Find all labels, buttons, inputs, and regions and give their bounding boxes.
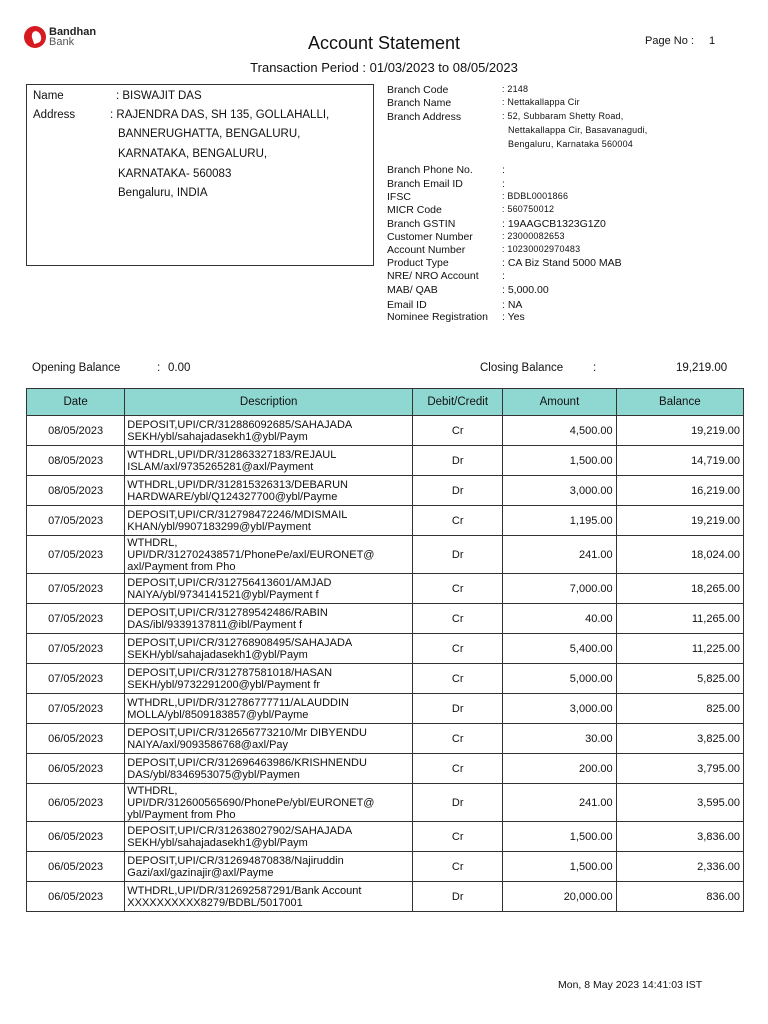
col-header-date: Date xyxy=(27,389,125,416)
branch-value: : CA Biz Stand 5000 MAB xyxy=(502,257,622,269)
branch-value: Nettakallappa Cir, Basavanagudi, xyxy=(508,125,648,135)
txn-description xyxy=(125,604,413,634)
branch-label: Account Number xyxy=(387,244,466,256)
txn-amount: 241.00 xyxy=(503,536,616,574)
table-row xyxy=(27,476,744,506)
txn-description-line: SEKH/ybl/9732291200@ybl/Payment fr xyxy=(127,678,321,691)
opening-balance-value: 0.00 xyxy=(168,362,191,374)
closing-balance-value: 19,219.00 xyxy=(676,362,728,374)
txn-date: 07/05/2023 xyxy=(27,536,125,574)
txn-description xyxy=(125,754,413,784)
branch-label: Nominee Registration xyxy=(387,311,488,323)
txn-debit-credit: Dr xyxy=(413,694,503,724)
txn-balance: 19,219.00 xyxy=(616,506,743,536)
txn-description-line: SEKH/ybl/sahajadasekh1@ybl/Paym xyxy=(127,648,308,661)
transactions-table xyxy=(26,388,744,912)
branch-value: : xyxy=(502,178,505,190)
txn-description-line: DEPOSIT,UPI/CR/312886092685/SAHAJADA xyxy=(127,418,353,431)
closing-balance-label: Closing Balance xyxy=(480,362,564,374)
table-row xyxy=(27,634,744,664)
address-line: Bengaluru, INDIA xyxy=(118,187,208,199)
page-number xyxy=(645,35,716,47)
txn-description xyxy=(125,784,413,822)
txn-date: 06/05/2023 xyxy=(27,882,125,912)
txn-description-line: DEPOSIT,UPI/CR/312694870838/Najiruddin xyxy=(127,854,344,867)
txn-description-line: DAS/ibl/9339137811@ibl/Payment f xyxy=(127,618,303,631)
txn-balance: 19,219.00 xyxy=(616,416,743,446)
txn-date: 08/05/2023 xyxy=(27,476,125,506)
table-row xyxy=(27,574,744,604)
txn-date: 06/05/2023 xyxy=(27,852,125,882)
table-row xyxy=(27,852,744,882)
txn-balance: 825.00 xyxy=(616,694,743,724)
txn-amount: 1,500.00 xyxy=(503,446,616,476)
generated-timestamp: Mon, 8 May 2023 14:41:03 IST xyxy=(558,979,703,991)
branch-label: Branch Address xyxy=(387,111,462,123)
txn-date: 06/05/2023 xyxy=(27,784,125,822)
txn-debit-credit: Dr xyxy=(413,476,503,506)
txn-amount: 20,000.00 xyxy=(503,882,616,912)
txn-description-line: WTHDRL,UPI/DR/312692587291/Bank Account xyxy=(127,884,362,897)
txn-balance: 18,265.00 xyxy=(616,574,743,604)
closing-balance-colon: : xyxy=(593,362,597,374)
address-line: : RAJENDRA DAS, SH 135, GOLLAHALLI, xyxy=(110,109,330,121)
branch-value: : 10230002970483 xyxy=(502,244,581,254)
txn-description xyxy=(125,536,413,574)
table-body xyxy=(27,416,744,912)
txn-description-line: WTHDRL,UPI/DR/312786777711/ALAUDDIN xyxy=(127,696,349,709)
customer-info-box xyxy=(26,84,374,266)
branch-label: Product Type xyxy=(387,257,449,269)
branch-label: MICR Code xyxy=(387,204,442,216)
txn-description xyxy=(125,506,413,536)
txn-description-line: MOLLA/ybl/8509183857@ybl/Payme xyxy=(127,708,309,721)
txn-balance: 3,836.00 xyxy=(616,822,743,852)
branch-value: : 52, Subbaram Shetty Road, xyxy=(502,111,624,121)
branch-label: Branch Phone No. xyxy=(387,164,473,176)
txn-debit-credit: Cr xyxy=(413,822,503,852)
txn-date: 07/05/2023 xyxy=(27,664,125,694)
txn-description-line: NAIYA/ybl/9734141521@ybl/Payment f xyxy=(127,588,319,601)
branch-label: Branch GSTIN xyxy=(387,218,456,230)
name-label: Name xyxy=(33,90,64,102)
transaction-period: Transaction Period : 01/03/2023 to 08/05/2023 xyxy=(250,60,518,75)
branch-value: : NA xyxy=(502,299,523,311)
logo-line1: Bandhan xyxy=(49,26,97,38)
txn-description-line: DEPOSIT,UPI/CR/312756413601/AMJAD xyxy=(127,576,332,589)
txn-amount: 7,000.00 xyxy=(503,574,616,604)
address-label: Address xyxy=(33,109,76,121)
branch-value: : 5,000.00 xyxy=(502,284,549,296)
txn-balance: 3,825.00 xyxy=(616,724,743,754)
txn-amount: 1,195.00 xyxy=(503,506,616,536)
txn-description xyxy=(125,852,413,882)
txn-balance: 11,225.00 xyxy=(616,634,743,664)
txn-date: 07/05/2023 xyxy=(27,604,125,634)
txn-date: 06/05/2023 xyxy=(27,754,125,784)
txn-description-line: DEPOSIT,UPI/CR/312656773210/Mr DIBYENDU xyxy=(127,726,367,739)
txn-amount: 40.00 xyxy=(503,604,616,634)
col-header-balance: Balance xyxy=(616,389,743,416)
txn-description xyxy=(125,724,413,754)
txn-amount: 1,500.00 xyxy=(503,852,616,882)
txn-date: 08/05/2023 xyxy=(27,446,125,476)
txn-description-line: SEKH/ybl/sahajadasekh1@ybl/Paym xyxy=(127,836,308,849)
customer-address-row xyxy=(33,109,75,121)
branch-value: : 23000082653 xyxy=(502,231,565,241)
table-row xyxy=(27,724,744,754)
txn-description-line: axl/Payment from Pho xyxy=(127,560,236,573)
txn-description-line: KHAN/ybl/9907183299@ybl/Payment xyxy=(127,520,311,533)
customer-name-row xyxy=(33,90,202,102)
page-number-value: 1 xyxy=(709,35,716,47)
table-row xyxy=(27,506,744,536)
txn-description-line: DEPOSIT,UPI/CR/312787581018/HASAN xyxy=(127,666,333,679)
txn-description-line: SEKH/ybl/sahajadasekh1@ybl/Paym xyxy=(127,430,308,443)
branch-value: : BDBL0001866 xyxy=(502,191,569,201)
txn-description-line: Gazi/axl/gazinajir@axl/Payme xyxy=(127,866,274,879)
txn-debit-credit: Cr xyxy=(413,852,503,882)
table-row xyxy=(27,694,744,724)
txn-amount: 5,000.00 xyxy=(503,664,616,694)
txn-balance: 3,595.00 xyxy=(616,784,743,822)
txn-debit-credit: Cr xyxy=(413,416,503,446)
txn-balance: 5,825.00 xyxy=(616,664,743,694)
branch-label: NRE/ NRO Account xyxy=(387,270,479,282)
txn-description xyxy=(125,416,413,446)
branch-value: : xyxy=(502,164,505,176)
col-header-debit-credit: Debit/Credit xyxy=(413,389,503,416)
address-line: KARNATAKA, BENGALURU, xyxy=(118,148,268,160)
address-line: BANNERUGHATTA, BENGALURU, xyxy=(118,128,301,140)
table-header-row xyxy=(27,389,744,416)
txn-description xyxy=(125,574,413,604)
txn-description xyxy=(125,446,413,476)
txn-description xyxy=(125,882,413,912)
table-row xyxy=(27,882,744,912)
txn-date: 07/05/2023 xyxy=(27,694,125,724)
txn-debit-credit: Dr xyxy=(413,446,503,476)
branch-value: : 19AAGCB1323G1Z0 xyxy=(502,218,606,230)
txn-debit-credit: Cr xyxy=(413,754,503,784)
txn-description-line: ISLAM/axl/9735265281@axl/Payment xyxy=(127,460,314,473)
col-header-description: Description xyxy=(125,389,413,416)
txn-description-line: XXXXXXXXXX8279/BDBL/5017001 xyxy=(127,896,303,909)
opening-balance-colon: : xyxy=(157,362,161,374)
txn-balance: 16,219.00 xyxy=(616,476,743,506)
txn-debit-credit: Cr xyxy=(413,604,503,634)
branch-value: : Yes xyxy=(502,311,525,323)
txn-date: 07/05/2023 xyxy=(27,506,125,536)
txn-description-line: UPI/DR/312702438571/PhonePe/axl/EURONET@ xyxy=(127,548,375,561)
txn-description xyxy=(125,634,413,664)
name-value: : BISWAJIT DAS xyxy=(116,90,202,102)
table-row xyxy=(27,604,744,634)
txn-description-line: ybl/Payment from Pho xyxy=(127,808,236,821)
txn-date: 06/05/2023 xyxy=(27,822,125,852)
branch-label: Branch Code xyxy=(387,84,449,96)
txn-description-line: DEPOSIT,UPI/CR/312638027902/SAHAJADA xyxy=(127,824,353,837)
txn-debit-credit: Cr xyxy=(413,634,503,664)
txn-balance: 18,024.00 xyxy=(616,536,743,574)
txn-description xyxy=(125,822,413,852)
txn-description-line: DEPOSIT,UPI/CR/312696463986/KRISHNENDU xyxy=(127,756,367,769)
txn-amount: 3,000.00 xyxy=(503,694,616,724)
logo-line2: Bank xyxy=(49,36,75,48)
txn-description xyxy=(125,664,413,694)
txn-description-line: UPI/DR/312600565690/PhonePe/ybl/EURONET@ xyxy=(127,796,375,809)
txn-description-line: DEPOSIT,UPI/CR/312768908495/SAHAJADA xyxy=(127,636,353,649)
txn-amount: 1,500.00 xyxy=(503,822,616,852)
col-header-amount: Amount xyxy=(503,389,616,416)
txn-description-line: HARDWARE/ybl/Q124327700@ybl/Payme xyxy=(127,490,338,503)
table-row xyxy=(27,784,744,822)
page-title: Account Statement xyxy=(307,33,461,53)
txn-debit-credit: Dr xyxy=(413,882,503,912)
branch-value: : Nettakallappa Cir xyxy=(502,97,580,107)
txn-debit-credit: Cr xyxy=(413,664,503,694)
branch-label: Branch Email ID xyxy=(387,178,463,190)
txn-date: 07/05/2023 xyxy=(27,634,125,664)
txn-amount: 30.00 xyxy=(503,724,616,754)
txn-amount: 3,000.00 xyxy=(503,476,616,506)
page-number-label: Page No : xyxy=(645,35,694,47)
txn-description-line: WTHDRL, xyxy=(127,536,178,549)
txn-date: 08/05/2023 xyxy=(27,416,125,446)
txn-description-line: WTHDRL,UPI/DR/312815326313/DEBARUN xyxy=(127,478,348,491)
txn-date: 06/05/2023 xyxy=(27,724,125,754)
branch-value: Bengaluru, Karnataka 560004 xyxy=(508,139,633,149)
txn-debit-credit: Dr xyxy=(413,536,503,574)
txn-description-line: DEPOSIT,UPI/CR/312789542486/RABIN xyxy=(127,606,328,619)
table-row xyxy=(27,536,744,574)
branch-label: MAB/ QAB xyxy=(387,284,438,296)
txn-description-line: DAS/ybl/8346953075@ybl/Paymen xyxy=(127,768,300,781)
branch-label: Email ID xyxy=(387,299,427,311)
txn-description-line: DEPOSIT,UPI/CR/312798472246/MDISMAIL xyxy=(127,508,348,521)
opening-balance-label: Opening Balance xyxy=(32,362,121,374)
branch-label: Branch Name xyxy=(387,97,452,109)
txn-description xyxy=(125,476,413,506)
txn-description xyxy=(125,694,413,724)
txn-balance: 11,265.00 xyxy=(616,604,743,634)
branch-value: : xyxy=(502,270,505,282)
txn-balance: 2,336.00 xyxy=(616,852,743,882)
branch-value: : 560750012 xyxy=(502,204,555,214)
txn-debit-credit: Cr xyxy=(413,724,503,754)
branch-label: Customer Number xyxy=(387,231,473,243)
table-row xyxy=(27,446,744,476)
txn-debit-credit: Cr xyxy=(413,574,503,604)
txn-description-line: WTHDRL,UPI/DR/312863327183/REJAUL xyxy=(127,448,337,461)
txn-balance: 836.00 xyxy=(616,882,743,912)
table-row xyxy=(27,664,744,694)
branch-value: : 2148 xyxy=(502,84,529,94)
txn-debit-credit: Dr xyxy=(413,784,503,822)
txn-balance: 3,795.00 xyxy=(616,754,743,784)
txn-description-line: WTHDRL, xyxy=(127,784,178,797)
txn-balance: 14,719.00 xyxy=(616,446,743,476)
txn-date: 07/05/2023 xyxy=(27,574,125,604)
txn-amount: 200.00 xyxy=(503,754,616,784)
txn-description-line: NAIYA/axl/9093586768@axl/Pay xyxy=(127,738,289,751)
txn-debit-credit: Cr xyxy=(413,506,503,536)
address-line: KARNATAKA- 560083 xyxy=(118,168,232,180)
table-row xyxy=(27,754,744,784)
table-row xyxy=(27,822,744,852)
txn-amount: 4,500.00 xyxy=(503,416,616,446)
branch-label: IFSC xyxy=(387,191,411,203)
txn-amount: 5,400.00 xyxy=(503,634,616,664)
table-row xyxy=(27,416,744,446)
txn-amount: 241.00 xyxy=(503,784,616,822)
